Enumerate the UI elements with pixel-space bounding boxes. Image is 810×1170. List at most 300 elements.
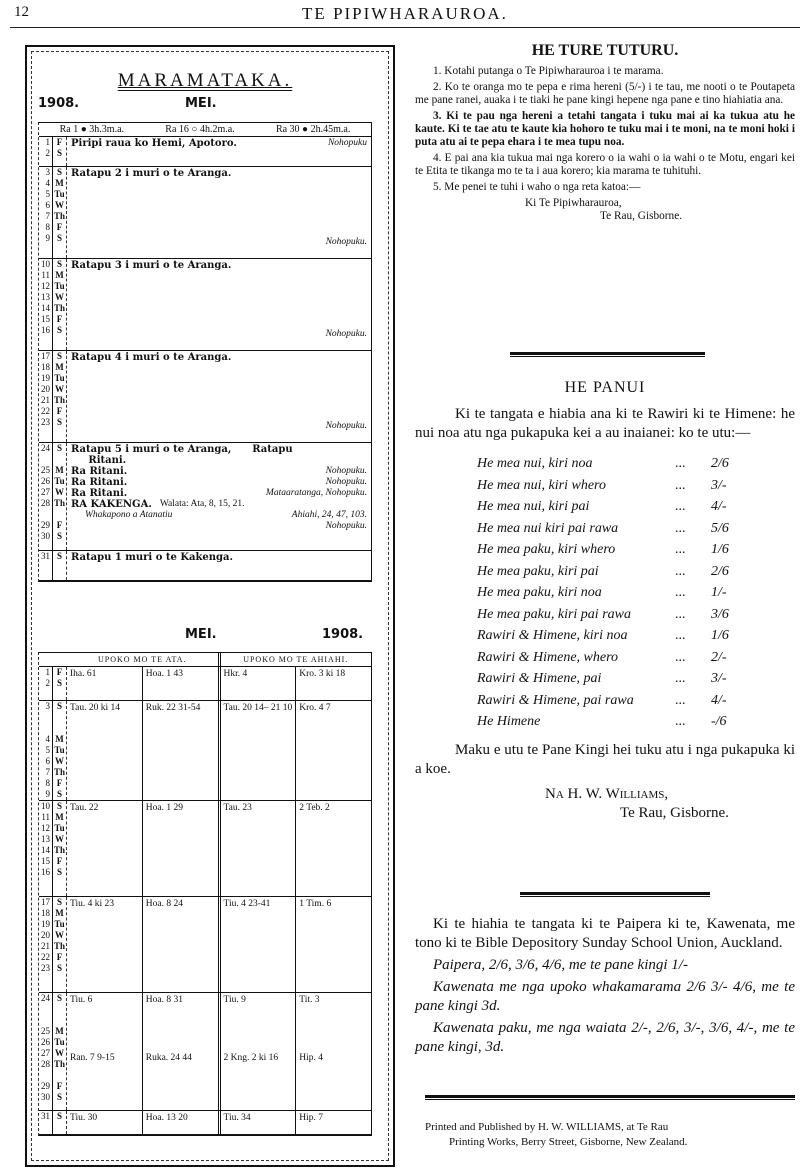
day-numbers bbox=[39, 137, 53, 166]
weekday-letter: M bbox=[55, 908, 64, 918]
day-number: 21 bbox=[41, 395, 50, 405]
weekday-letter: S bbox=[56, 1111, 62, 1121]
weekday-letter: F bbox=[56, 314, 63, 324]
day-number: 25 bbox=[41, 1026, 50, 1036]
book-name: He mea paku, kiri pai rawa bbox=[477, 606, 631, 622]
leader-dots: ... bbox=[675, 520, 686, 536]
morning-lessons-header: UPOKO MO TE ATA. bbox=[67, 653, 221, 666]
weekday-letter: S bbox=[56, 351, 62, 361]
book-price: 5/6 bbox=[711, 520, 729, 536]
day-number: 11 bbox=[41, 270, 50, 280]
weekday-letter: Th bbox=[53, 303, 65, 313]
weekday-letter: S bbox=[56, 325, 62, 335]
weekday-letter: F bbox=[56, 856, 63, 866]
day-number: 29 bbox=[41, 520, 50, 530]
calendar-month: MEI. bbox=[185, 96, 217, 111]
panui-outro: Maku e utu te Pane Kingi hei tuku atu i nga pukapuka ki a koe. bbox=[415, 741, 795, 777]
weekday-letter: Tu bbox=[54, 281, 65, 291]
day-letters bbox=[53, 1111, 67, 1134]
lesson-reading: Hoa. 1 43 bbox=[145, 669, 183, 679]
fast-note: Nohopuku. bbox=[325, 466, 367, 476]
book-price: -/6 bbox=[711, 714, 727, 729]
lesson-cell bbox=[296, 701, 371, 800]
day-number: 1 bbox=[45, 137, 50, 147]
weekday-letter bbox=[53, 1015, 66, 1026]
book-price: 1/- bbox=[711, 585, 727, 600]
week-row bbox=[39, 993, 371, 1111]
weekday-letter: M bbox=[55, 734, 64, 744]
weekday-letter: M bbox=[55, 362, 64, 372]
weekday-letter: W bbox=[55, 1048, 64, 1058]
day-number: 13 bbox=[41, 834, 50, 844]
feast-name: Ratapu 1 muri o te Kakenga. bbox=[71, 552, 234, 563]
fast-note: Nohopuku. bbox=[325, 521, 367, 531]
book-price: 1/6 bbox=[711, 542, 729, 557]
price-item bbox=[477, 582, 795, 604]
day-number: 30 bbox=[41, 1092, 50, 1102]
entry-line bbox=[71, 168, 367, 179]
day-number: 6 bbox=[45, 200, 50, 210]
calendar-title: MARAMATAKA. bbox=[117, 70, 293, 91]
feast-name: Ra Ritani. bbox=[71, 488, 128, 499]
section-divider bbox=[520, 892, 710, 897]
weekday-letter: M bbox=[55, 812, 64, 822]
newspaper-title: TE PIPIWHARAUROA. bbox=[302, 4, 508, 23]
rule-3: 3. Ki te pau nga hereni a tetahi tangata i tuku mai ai ka tukua atu he kaute. Ki te tae atu te kaute kia hohoro te tuku mai i te moni, na te moni hoki i puta atu ai te pepa ehara i te mea tupu noa. bbox=[415, 110, 795, 148]
entry-line bbox=[71, 510, 367, 521]
day-number: 18 bbox=[41, 362, 50, 372]
book-price: 3/- bbox=[711, 671, 727, 686]
week-row bbox=[39, 259, 371, 351]
day-number: 16 bbox=[41, 867, 50, 877]
leader-dots: ... bbox=[675, 563, 686, 579]
panui-intro: Ki te tangata e hiabia ana ki te Rawiri ki te Himene: he nui noa atu nga pukapuka kei a au inaianei: ko te utu:— bbox=[415, 406, 795, 441]
day-number: 4 bbox=[45, 178, 50, 188]
day-letters bbox=[53, 259, 67, 350]
feast-name: Ra Ritani. bbox=[71, 477, 128, 488]
day-number: 5 bbox=[45, 189, 50, 199]
lesson-reading: Hip. 7 bbox=[299, 1113, 323, 1123]
week-row bbox=[39, 897, 371, 993]
book-name: He mea nui, kiri pai bbox=[477, 499, 590, 514]
entry-line bbox=[71, 466, 367, 477]
day-number: 5 bbox=[45, 745, 50, 755]
page-number: 12 bbox=[14, 4, 29, 20]
day-number: 22 bbox=[41, 952, 50, 962]
week-row bbox=[39, 443, 371, 551]
rule-1: 1. Kotahi putanga o Te Pipiwharauroa i te marama. bbox=[433, 65, 664, 77]
day-number: 11 bbox=[41, 812, 50, 822]
weekday-letter: F bbox=[56, 520, 63, 530]
day-numbers bbox=[39, 667, 53, 700]
lesson-reading: Ran. 7 9-15 bbox=[70, 1053, 115, 1063]
moon-phase: Ra 30 ● 2h.45m.a. bbox=[275, 124, 351, 135]
weekday-letter bbox=[53, 723, 66, 734]
day-number: 1 bbox=[45, 667, 50, 677]
week-entries bbox=[67, 551, 371, 580]
day-numbers bbox=[39, 259, 53, 350]
weekday-letter: W bbox=[55, 292, 64, 302]
week-row bbox=[39, 167, 371, 259]
entry-line bbox=[71, 455, 367, 466]
leader-dots: ... bbox=[675, 671, 686, 686]
weekday-letter: S bbox=[56, 1092, 62, 1102]
fast-note: Mataaratanga, Nohopuku. bbox=[265, 488, 367, 498]
lesson-cell bbox=[296, 1111, 371, 1134]
moon-phase: Ra 1 ● 3h.3m.a. bbox=[59, 124, 125, 135]
lesson-cell bbox=[221, 701, 297, 800]
imprint-line-2: Printing Works, Berry Street, Gisborne, New Zealand. bbox=[449, 1136, 688, 1148]
day-number: 7 bbox=[45, 767, 50, 777]
day-number: 13 bbox=[41, 292, 50, 302]
day-number bbox=[39, 454, 50, 465]
book-price: 4/- bbox=[711, 499, 727, 514]
book-name: He mea nui, kiri noa bbox=[477, 456, 593, 471]
price-list bbox=[477, 453, 795, 733]
day-number: 6 bbox=[45, 756, 50, 766]
day-number: 14 bbox=[41, 303, 50, 313]
weekday-letter: M bbox=[55, 270, 64, 280]
calendar-year: 1908. bbox=[38, 96, 80, 111]
day-numbers bbox=[39, 993, 53, 1110]
lesson-reading: 1 Tim. 6 bbox=[299, 899, 332, 909]
lesson-reading: Hip. 4 bbox=[299, 1053, 323, 1063]
book-name: Rawiri & Himene, pai rawa bbox=[477, 692, 634, 708]
week-row bbox=[39, 551, 371, 581]
price-item bbox=[477, 647, 795, 669]
day-letters bbox=[53, 443, 67, 550]
week-row bbox=[39, 701, 371, 801]
day-number: 28 bbox=[41, 498, 50, 508]
price-item bbox=[477, 604, 795, 626]
leader-dots: ... bbox=[675, 456, 686, 471]
weekday-letter: S bbox=[56, 531, 62, 541]
feast-name: Ratapu 4 i muri o te Aranga. bbox=[71, 352, 232, 363]
bible-intro: Ki te hiahia te tangata ki te Paipera ki te, Kawenata, me tono ki te Bible Depository Sunday School Union, Auckland. bbox=[415, 916, 795, 951]
day-number: 22 bbox=[41, 406, 50, 416]
imprint-line-1: Printed and Published by H. W. WILLIAMS, at Te Rau bbox=[425, 1121, 669, 1133]
weekday-letter: M bbox=[55, 1026, 64, 1036]
book-price: 2/6 bbox=[711, 456, 729, 471]
lesson-reading: Tiu. 4 23-41 bbox=[223, 899, 271, 909]
day-number: 8 bbox=[45, 222, 50, 232]
price-item bbox=[477, 518, 795, 540]
leader-dots: ... bbox=[675, 649, 686, 665]
week-row bbox=[39, 137, 371, 167]
weekday-letter: Tu bbox=[54, 189, 65, 199]
weekday-letter: S bbox=[56, 167, 62, 177]
day-number: 12 bbox=[41, 281, 50, 291]
day-number: 29 bbox=[41, 1081, 50, 1091]
lesson-reading: Tau. 20 14– 21 10 bbox=[223, 703, 293, 713]
price-item bbox=[477, 496, 795, 518]
weekday-letter: F bbox=[56, 778, 63, 788]
weekday-letter: Th bbox=[53, 211, 65, 221]
lesson-reading: Hoa. 8 24 bbox=[145, 899, 183, 909]
entry-line bbox=[71, 444, 367, 455]
week-entries bbox=[67, 351, 371, 442]
day-number: 8 bbox=[45, 778, 50, 788]
fast-note: Nohopuku. bbox=[325, 421, 367, 431]
price-item bbox=[477, 711, 795, 733]
day-number: 14 bbox=[41, 845, 50, 855]
fast-note: Ahiahi, 24, 47, 103. bbox=[291, 510, 367, 520]
lessons-month: MEI. bbox=[185, 627, 217, 642]
price-item bbox=[477, 475, 795, 497]
lesson-cell bbox=[221, 993, 297, 1110]
rule-2: 2. Ko te oranga mo te pepa e rima hereni (5/-) i te tau, me nooti o te Poutapeta me pane ranei, auaka i te tiaki he pane kingi hepene nga pane e tino hiahiatia ana. bbox=[415, 81, 795, 106]
day-number: 3 bbox=[45, 701, 50, 711]
book-price: 4/- bbox=[711, 692, 727, 708]
lessons-table bbox=[38, 652, 372, 1136]
price-item bbox=[477, 453, 795, 475]
leader-dots: ... bbox=[675, 692, 686, 708]
weekday-letter: Th bbox=[53, 498, 65, 508]
lesson-reading: Tau. 22 bbox=[70, 803, 99, 813]
day-letters bbox=[53, 897, 67, 992]
book-price: 3/- bbox=[711, 477, 727, 493]
day-number: 2 bbox=[45, 148, 50, 158]
lesson-cell bbox=[143, 897, 221, 992]
ture-section bbox=[415, 44, 795, 223]
lesson-cell bbox=[221, 667, 297, 700]
leader-dots: ... bbox=[675, 628, 686, 643]
day-number: 18 bbox=[41, 908, 50, 918]
day-number: 12 bbox=[41, 823, 50, 833]
panui-title: HE PANUI bbox=[564, 379, 646, 396]
moon-phase: Ra 16 ○ 4h.2m.a. bbox=[165, 124, 235, 135]
lesson-reading: 2 Kng. 2 ki 16 bbox=[223, 1053, 279, 1063]
entry-line bbox=[71, 477, 367, 488]
day-letters bbox=[53, 551, 67, 580]
bible-section bbox=[415, 915, 795, 1060]
weekday-letter: S bbox=[56, 551, 62, 561]
book-price: 2/6 bbox=[711, 563, 729, 579]
day-letters bbox=[53, 667, 67, 700]
lesson-reading: Tit. 3 bbox=[299, 995, 320, 1005]
day-number: 10 bbox=[41, 259, 50, 269]
lesson-reading: Hoa. 8 31 bbox=[145, 995, 183, 1005]
day-letters bbox=[53, 167, 67, 258]
book-name: He mea nui, kiri whero bbox=[477, 477, 606, 493]
day-number: 15 bbox=[41, 314, 50, 324]
day-number: 9 bbox=[45, 789, 50, 799]
lesson-reading: Kro. 4 7 bbox=[299, 703, 331, 713]
day-numbers bbox=[39, 167, 53, 258]
weekday-letter: S bbox=[56, 259, 62, 269]
book-name: Rawiri & Himene, whero bbox=[477, 649, 619, 665]
address-line-2: Te Rau, Gisborne. bbox=[600, 210, 683, 222]
lesson-reading: Tau. 23 bbox=[223, 803, 252, 813]
weekday-letter: Th bbox=[53, 767, 65, 777]
book-price: 1/6 bbox=[711, 628, 729, 643]
day-number: 10 bbox=[41, 801, 50, 811]
day-number: 20 bbox=[41, 930, 50, 940]
day-number: 20 bbox=[41, 384, 50, 394]
fast-note: Nohopuku. bbox=[325, 329, 367, 339]
day-number: 21 bbox=[41, 941, 50, 951]
day-number: 19 bbox=[41, 919, 50, 929]
week-entries bbox=[67, 443, 371, 550]
hymn-note: Walata: Ata, 8, 15, 21. bbox=[159, 499, 245, 509]
day-number: 31 bbox=[41, 1111, 50, 1121]
price-item bbox=[477, 561, 795, 583]
lesson-reading: Tiu. 9 bbox=[223, 995, 246, 1005]
day-number: 24 bbox=[41, 993, 50, 1003]
lesson-cell bbox=[143, 801, 221, 896]
lesson-cell bbox=[221, 801, 297, 896]
price-item bbox=[477, 668, 795, 690]
lesson-cell bbox=[296, 801, 371, 896]
week-entries bbox=[67, 167, 371, 258]
section-divider bbox=[510, 352, 705, 357]
day-number: 26 bbox=[41, 476, 50, 486]
day-number: 4 bbox=[45, 734, 50, 744]
day-number: 15 bbox=[41, 856, 50, 866]
feast-name: Ratapu 5 i muri o te Aranga, Ratapu bbox=[71, 444, 293, 455]
fast-note: Nohopuku. bbox=[325, 237, 367, 247]
day-letters bbox=[53, 801, 67, 896]
footer-divider bbox=[425, 1095, 795, 1100]
book-name: He mea paku, kiri whero bbox=[477, 542, 616, 557]
entry-line bbox=[71, 488, 367, 499]
header-rule bbox=[10, 27, 800, 28]
evening-lessons-header: UPOKO MO TE AHIAHI. bbox=[243, 655, 349, 664]
week-row bbox=[39, 1111, 371, 1135]
feast-name: Ratapu 3 i muri o te Aranga. bbox=[71, 260, 232, 271]
weekday-letter: Th bbox=[53, 845, 65, 855]
book-name: He mea nui kiri pai rawa bbox=[477, 520, 619, 536]
weekday-letter: S bbox=[56, 701, 62, 711]
lesson-reading: Tiu. 6 bbox=[70, 995, 93, 1005]
lesson-cell bbox=[143, 1111, 221, 1134]
weekday-letter: S bbox=[56, 789, 62, 799]
lesson-reading: Tiu. 4 ki 23 bbox=[70, 899, 114, 909]
day-letters bbox=[53, 351, 67, 442]
lesson-cell bbox=[67, 1111, 143, 1134]
lesson-reading: Ruk. 22 31-54 bbox=[145, 703, 201, 713]
weekday-letter: W bbox=[55, 487, 64, 497]
feast-name: Ratapu 2 i muri o te Aranga. bbox=[71, 168, 232, 179]
day-number bbox=[39, 723, 50, 734]
lesson-reading: Kro. 3 ki 18 bbox=[299, 669, 346, 679]
day-number: 28 bbox=[41, 1059, 50, 1069]
day-number: 19 bbox=[41, 373, 50, 383]
rule-4: 4. E pai ana kia tukua mai nga korero o ia wahi o ia wahi o te Motu, engari kei te Etita te tikanga mo te ta i aua korero; kia marama te tuhituhi. bbox=[415, 152, 795, 177]
weekday-letter: F bbox=[56, 952, 63, 962]
week-entries bbox=[67, 259, 371, 350]
entry-line bbox=[71, 352, 367, 363]
entry-line bbox=[71, 260, 367, 271]
entry-note: Whakapono a Atanatiu bbox=[85, 510, 173, 520]
weekday-letter: Tu bbox=[54, 919, 65, 929]
lesson-cell bbox=[67, 897, 143, 992]
week-row bbox=[39, 667, 371, 701]
feast-name: Ritani. bbox=[71, 455, 127, 466]
lesson-cell bbox=[143, 993, 221, 1110]
day-number: 16 bbox=[41, 325, 50, 335]
book-name: Rawiri & Himene, pai bbox=[477, 671, 602, 686]
weekday-letter bbox=[53, 1070, 66, 1081]
weekday-letter: W bbox=[55, 200, 64, 210]
weekday-letter: S bbox=[56, 148, 62, 158]
fast-note: Nohopuku bbox=[327, 138, 367, 148]
day-number bbox=[39, 1070, 50, 1081]
price-item bbox=[477, 625, 795, 647]
weekday-letter: S bbox=[56, 993, 62, 1003]
lesson-cell bbox=[221, 1111, 297, 1134]
day-number: 23 bbox=[41, 963, 50, 973]
weekday-letter: S bbox=[56, 897, 62, 907]
weekday-letter: S bbox=[56, 443, 62, 453]
weekday-letter: F bbox=[56, 406, 63, 416]
book-price: 3/6 bbox=[711, 606, 729, 622]
day-number bbox=[39, 1004, 50, 1015]
lesson-reading: Tau. 20 ki 14 bbox=[70, 703, 120, 713]
rule-5: 5. Me penei te tuhi i waho o nga reta katoa:— bbox=[433, 181, 641, 193]
weekday-letter: Th bbox=[53, 941, 65, 951]
lesson-cell bbox=[221, 897, 297, 992]
lesson-reading: Hkr. 4 bbox=[223, 669, 248, 679]
day-numbers bbox=[39, 1111, 53, 1134]
lesson-cell bbox=[296, 667, 371, 700]
entry-line bbox=[71, 499, 367, 510]
lesson-reading: 2 Teb. 2 bbox=[299, 803, 330, 813]
address-line-1: Ki Te Pipiwharauroa, bbox=[525, 197, 622, 209]
leader-dots: ... bbox=[675, 477, 686, 493]
weekday-letter: F bbox=[56, 1081, 63, 1091]
signature-place: Te Rau, Gisborne. bbox=[620, 804, 729, 821]
ture-title: HE TURE TUTURU. bbox=[531, 42, 679, 59]
day-letters bbox=[53, 701, 67, 800]
feast-name: Ra Ritani. bbox=[71, 466, 128, 477]
day-numbers bbox=[39, 897, 53, 992]
lesson-reading: Iha. 61 bbox=[70, 669, 97, 679]
day-letters bbox=[53, 137, 67, 166]
weekday-letter: W bbox=[55, 384, 64, 394]
leader-dots: ... bbox=[675, 606, 686, 622]
day-number: 2 bbox=[45, 678, 50, 688]
day-number bbox=[39, 1015, 50, 1026]
weekday-letter bbox=[53, 509, 66, 520]
week-row bbox=[39, 351, 371, 443]
weekday-letter: Tu bbox=[54, 823, 65, 833]
weekday-letter bbox=[53, 454, 66, 465]
weekday-letter: F bbox=[56, 137, 63, 147]
lesson-reading: Hoa. 13 20 bbox=[145, 1113, 188, 1123]
lesson-reading: Tiu. 30 bbox=[70, 1113, 98, 1123]
imprint bbox=[425, 1120, 687, 1150]
lesson-cell bbox=[296, 897, 371, 992]
lesson-cell bbox=[67, 701, 143, 800]
weekday-letter: W bbox=[55, 756, 64, 766]
weekday-letter: Th bbox=[53, 395, 65, 405]
day-number bbox=[39, 712, 50, 723]
entry-line bbox=[71, 552, 367, 563]
weekday-letter: S bbox=[56, 867, 62, 877]
lesson-cell bbox=[67, 993, 143, 1110]
weekday-letter: F bbox=[56, 222, 63, 232]
lesson-cell bbox=[296, 993, 371, 1110]
day-numbers bbox=[39, 801, 53, 896]
day-number: 31 bbox=[41, 551, 50, 561]
day-number: 7 bbox=[45, 211, 50, 221]
weekday-letter: Tu bbox=[54, 373, 65, 383]
entry-line bbox=[71, 138, 367, 149]
lesson-reading: Tiu. 34 bbox=[223, 1113, 251, 1123]
weekday-letter: M bbox=[55, 465, 64, 475]
feast-name: Piripi raua ko Hemi, Apotoro. bbox=[71, 138, 237, 149]
